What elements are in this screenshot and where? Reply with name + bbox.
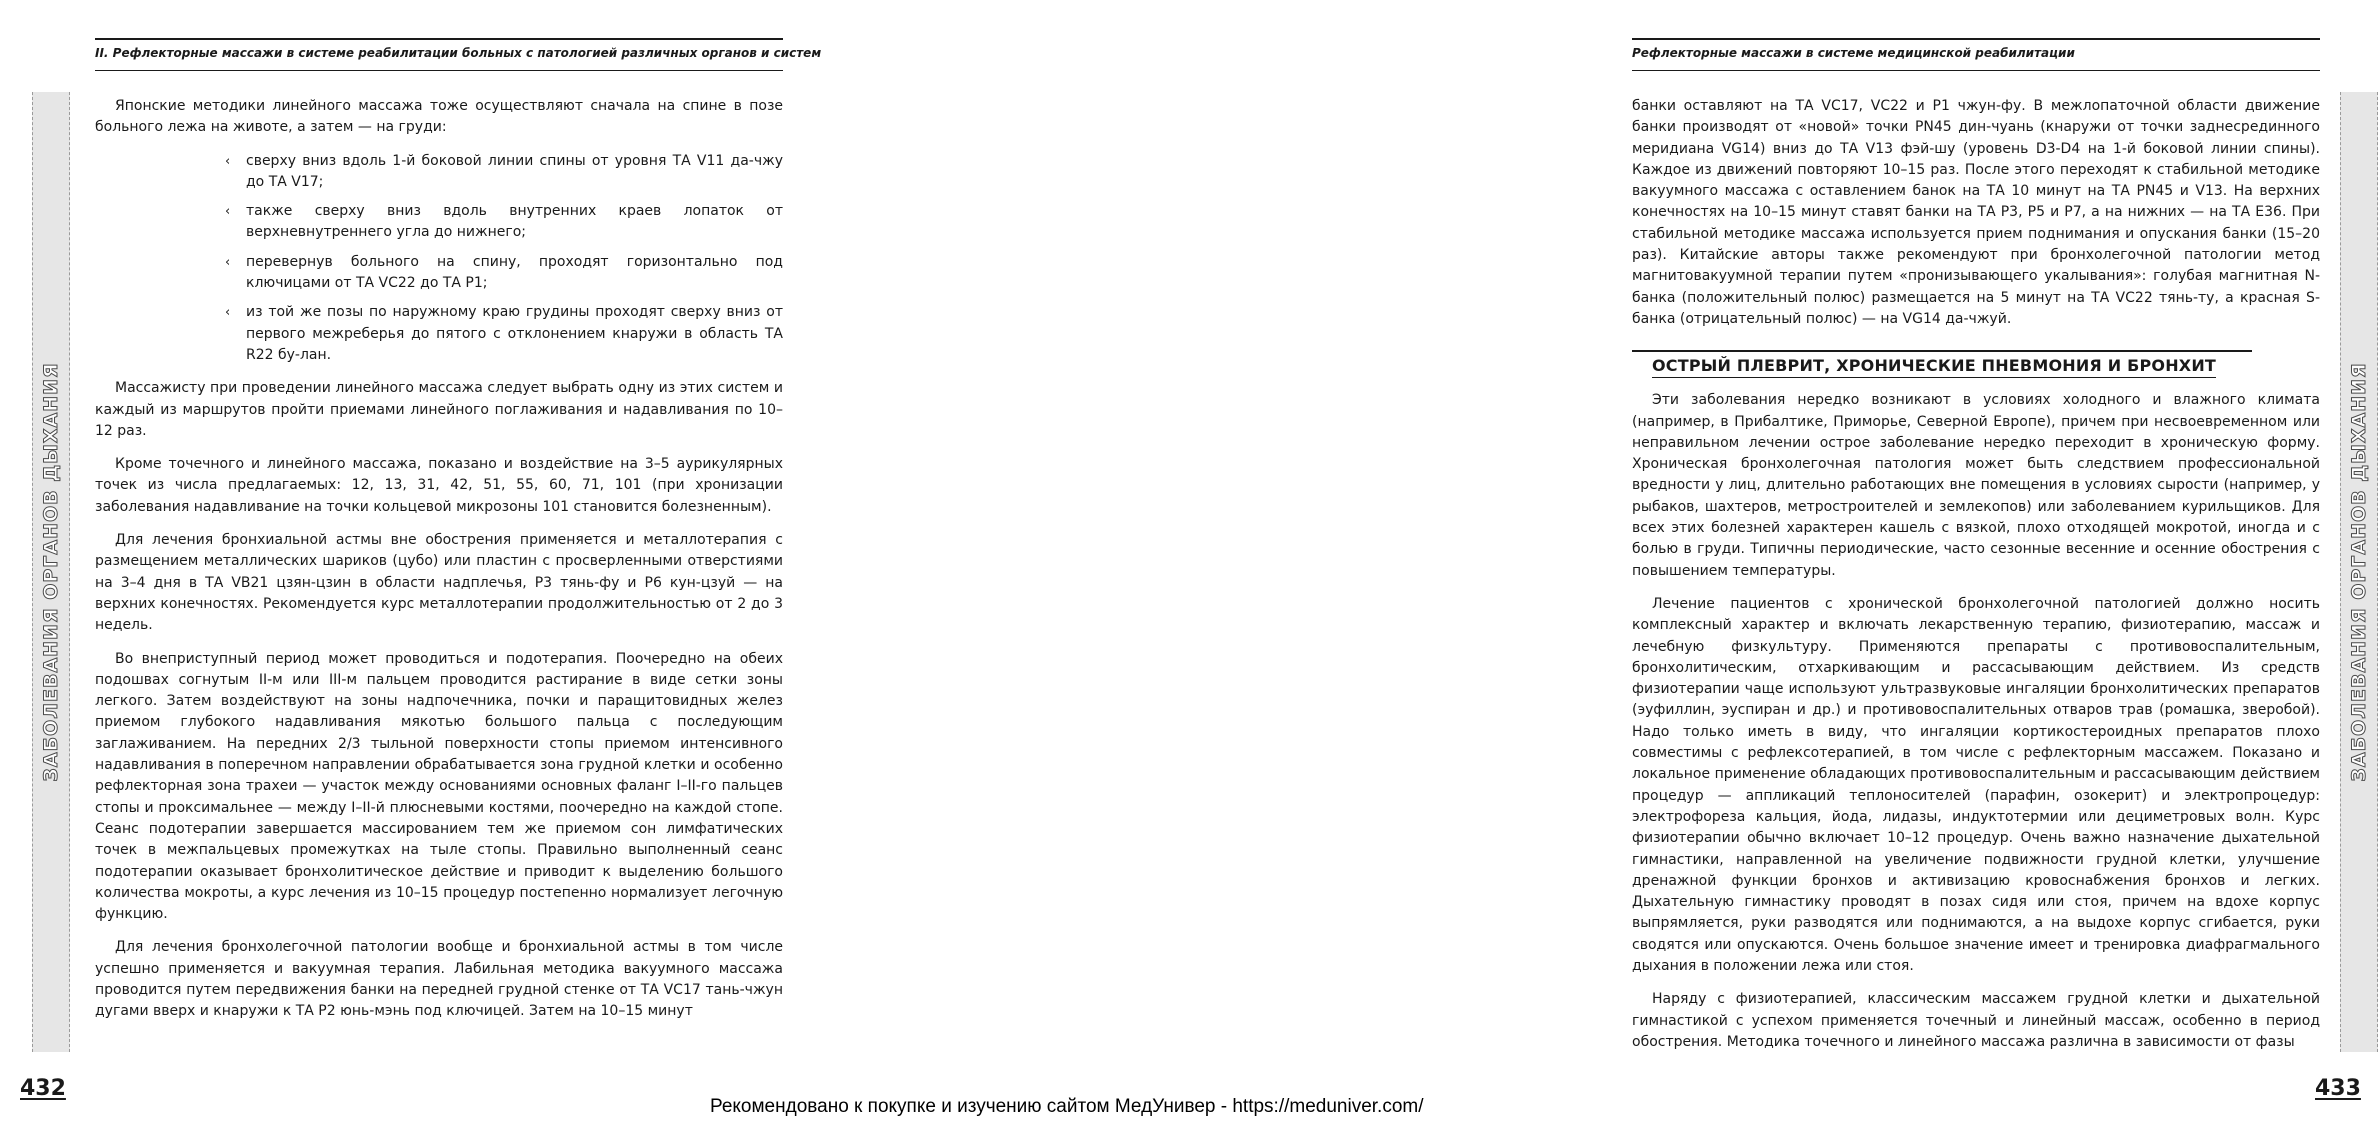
text-column: [95, 96, 783, 1035]
chapter-side-tab-label: ЗАБОЛЕВАНИЯ ОРГАНОВ ДЫХАНИЯ: [2348, 362, 2370, 782]
list-item: [225, 302, 783, 366]
bullet-mark-icon: ‹: [225, 204, 231, 220]
paragraph: Японские методики линейного массажа тоже осуществляют сначала на спине в позе больного лежа на животе, а затем — на груди:: [95, 98, 783, 136]
section-heading: ОСТРЫЙ ПЛЕВРИТ, ХРОНИЧЕСКИЕ ПНЕВМОНИЯ И БРОНХИТ: [1652, 356, 2216, 378]
paragraph: Наряду с физиотерапией, классическим массажем грудной клетки и дыхательной гимнастикой с успехом применяется точечный и линейный массаж, особенно в период обострения. Методика точечного и линейного массажа различна в зависимости от фазы: [1632, 991, 2320, 1050]
bullet-list: [95, 151, 783, 367]
paragraph: Эти заболевания нередко возникают в условиях холодного и влажного климата (например, в Прибалтике, Приморье, Северной Европе), причем при несвоевременном или неправильном лечении острое заболевание нередко переходит в хроническую форму. Хроническая бронхолегочная патология может быть следствием профессиональной вредности у лиц, длительно работающих вне помещения в условиях сырости (например, у рыбаков, шахтеров, метростроителей и землекопов) или заболеванием курильщиков. Для всех этих болезней характерен кашель с вязкой, плохо отходящей мокротой, иногда и с болью в груди. Типичны периодические, часто сезонные весенние и осенние обострения с повышением температуры.: [1632, 392, 2320, 579]
list-item-text: перевернув больного на спину, проходят горизонтально под ключицами от ТА VC22 до ТА P1;: [246, 253, 783, 292]
list-item-text: сверху вниз вдоль 1-й боковой линии спины от уровня ТА V11 да-чжу до ТА V17;: [246, 152, 783, 190]
list-item: [225, 201, 783, 244]
recommendation-footer: Рекомендовано к покупке и изучению сайтом МедУнивер - https://meduniver.com/: [710, 1096, 1424, 1117]
page-number: 432: [20, 1076, 66, 1101]
list-item: [225, 151, 783, 194]
page-number: 433: [2315, 1076, 2361, 1101]
right-page: [800, 0, 2370, 1129]
running-header: II. Рефлекторные массажи в системе реабилитации больных с патологией различных органов и систем: [95, 38, 783, 71]
paragraph: Кроме точечного и линейного массажа, показано и воздействие на 3–5 аурикулярных точек из числа предлагаемых: 12, 13, 31, 42, 51, 55, 60, 71, 101 (при хронизации заболевания надавливание на точки кольцевой микрозоны 101 становится болезненным).: [95, 456, 783, 515]
bullet-mark-icon: ‹: [225, 305, 231, 321]
left-page: [0, 0, 822, 1129]
paragraph: Для лечения бронхолегочной патологии вообще и бронхиальной астмы в том числе успешно применяется и вакуумная терапия. Лабильная методика вакуумного массажа проводится путем передвижения банки на передней грудной стенке от ТА VC17 тань-чжун дугами вверх и кнаружи к ТА P2 юнь-мэнь под ключицей. Затем на 10–15 минут: [95, 939, 783, 1020]
chapter-side-tab-label: ЗАБОЛЕВАНИЯ ОРГАНОВ ДЫХАНИЯ: [40, 362, 62, 782]
paragraph: Во внеприступный период может проводиться и подотерапия. Поочередно на обеих подошвах согнутым II-м или III-м пальцем проводится растирание в виде сетки зоны легкого. Затем воздействуют на зоны надпочечника, почки и паращитовидных желез приемом глубокого надавливания мякотью большого пальца с последующим заглаживанием. На передних 2/3 тыльной поверхности стопы приемом интенсивного надавливания в поперечном направлении обрабатывается зона грудной клетки и особенно рефлекторная зона трахеи — участок между основаниями основных фаланг I–II-го пальцев стопы и проксимальнее — между I–II-й плюсневыми костями, поочередно на каждой стопе. Сеанс подотерапии завершается массированием тем же приемом сон лимфатических точек в межпальцевых промежутках на тыле стопы. Правильно выполненный сеанс подотерапии оказывает бронхолитическое действие и приводит к выделению большого количества мокроты, а курс лечения из 10–15 процедур постепенно нормализует легочную функцию.: [95, 650, 783, 923]
bullet-mark-icon: ‹: [225, 254, 231, 270]
paragraph: Лечение пациентов с хронической бронхолегочной патологией должно носить комплексный характер и включать лекарственную терапию, физиотерапию, массаж и лечебную физкультуру. Применяются препараты с противовоспалительным, бронхолитическим, отхаркивающим и рассасывающим действием. Из средств физиотерапии чаще используют ультразвуковые ингаляции бронхолитических препаратов (эуфиллин, эуспиран и др.) и противовоспалительных отваров трав (ромашка, зверобой). Надо только иметь в виду, что ингаляции кортикостероидных препаратов плохо совместимы с рефлексотерапией, в том числе с рефлекторным массажем. Показано и локальное применение обладающих противовоспалительным и рассасывающим действием процедур — аппликаций теплоносителей (парафин, озокерит) и электропроцедур: электрофореза кальция, йода, лидазы, индуктотермии или дециметровых волн. Курс физиотерапии обычно включает 10–12 процедур. Очень важно назначение дыхательной гимнастики, направленной на увеличение подвижности грудной клетки, улучшение дренажной функции бронхов и активизацию кровоснабжения бронхов и легких. Дыхательную гимнастику проводят в позах сидя или стоя, причем на вдохе корпус выпрямляется, руки разводятся или поднимаются, а на выдохе корпус сгибается, руки сводятся или опускаются. Очень большое значение имеет и тренировка диафрагмального дыхания в положении лежа или стоя.: [1632, 595, 2320, 974]
chapter-side-tab: [32, 92, 70, 1052]
list-item: [225, 252, 783, 295]
bullet-mark-icon: ‹: [225, 153, 231, 169]
paragraph: Для лечения бронхиальной астмы вне обострения применяется и металлотерапия с размещением металлических шариков (цубо) или пластин с просверленными отверстиями на 3–4 дня в ТА VB21 цзян-цзин в области надплечья, P3 тянь-фу и P6 кун-цзуй — на верхних конечностях. Рекомендуется курс металлотерапии продолжительностью от 2 до 3 недель.: [95, 532, 783, 634]
section-divider: [1632, 350, 2252, 352]
chapter-side-tab: [2340, 92, 2378, 1052]
list-item-text: также сверху вниз вдоль внутренних краев лопаток от верхневнутреннего угла до нижнего;: [246, 203, 783, 241]
text-column: [1632, 96, 2320, 1065]
list-item-text: из той же позы по наружному краю грудины проходят сверху вниз от первого межреберья до пятого с отклонением кнаружи в область ТА R22 бу-лан.: [246, 304, 783, 363]
paragraph: банки оставляют на ТА VC17, VC22 и P1 чжун-фу. В межлопаточной области движение банки производят от «новой» точки PN45 дин-чуань (кнаружи от точки заднесрединного меридиана VG14) вниз до ТА V13 фэй-шу (уровень D3-D4 на 1-й боковой линии спины). Каждое из движений повторяют 10–15 раз. После этого переходят к стабильной методике вакуумного массажа с оставлением банок на ТА 10 минут на ТА PN45 и V13. На верхних конечностях на 10–15 минут ставят банки на ТА P3, P5 и P7, а на нижних — на ТА E36. При стабильной методике массажа используется прием поднимания и опускания банки (15–20 раз). Китайские авторы также рекомендуют при бронхолегочной патологии метод магнитовакуумной терапии путем «пронизывающего укалывания»: голубая магнитная N-банка (положительный полюс) размещается на 5 минут на ТА VC22 тянь-ту, а красная S-банка (отрицательный полюс) — на VG14 да-чжуй.: [1632, 98, 2320, 327]
paragraph: Массажисту при проведении линейного массажа следует выбрать одну из этих систем и каждый из маршрутов пройти приемами линейного поглаживания и надавливания по 10–12 раз.: [95, 380, 783, 439]
running-header: Рефлекторные массажи в системе медицинской реабилитации: [1632, 38, 2320, 71]
